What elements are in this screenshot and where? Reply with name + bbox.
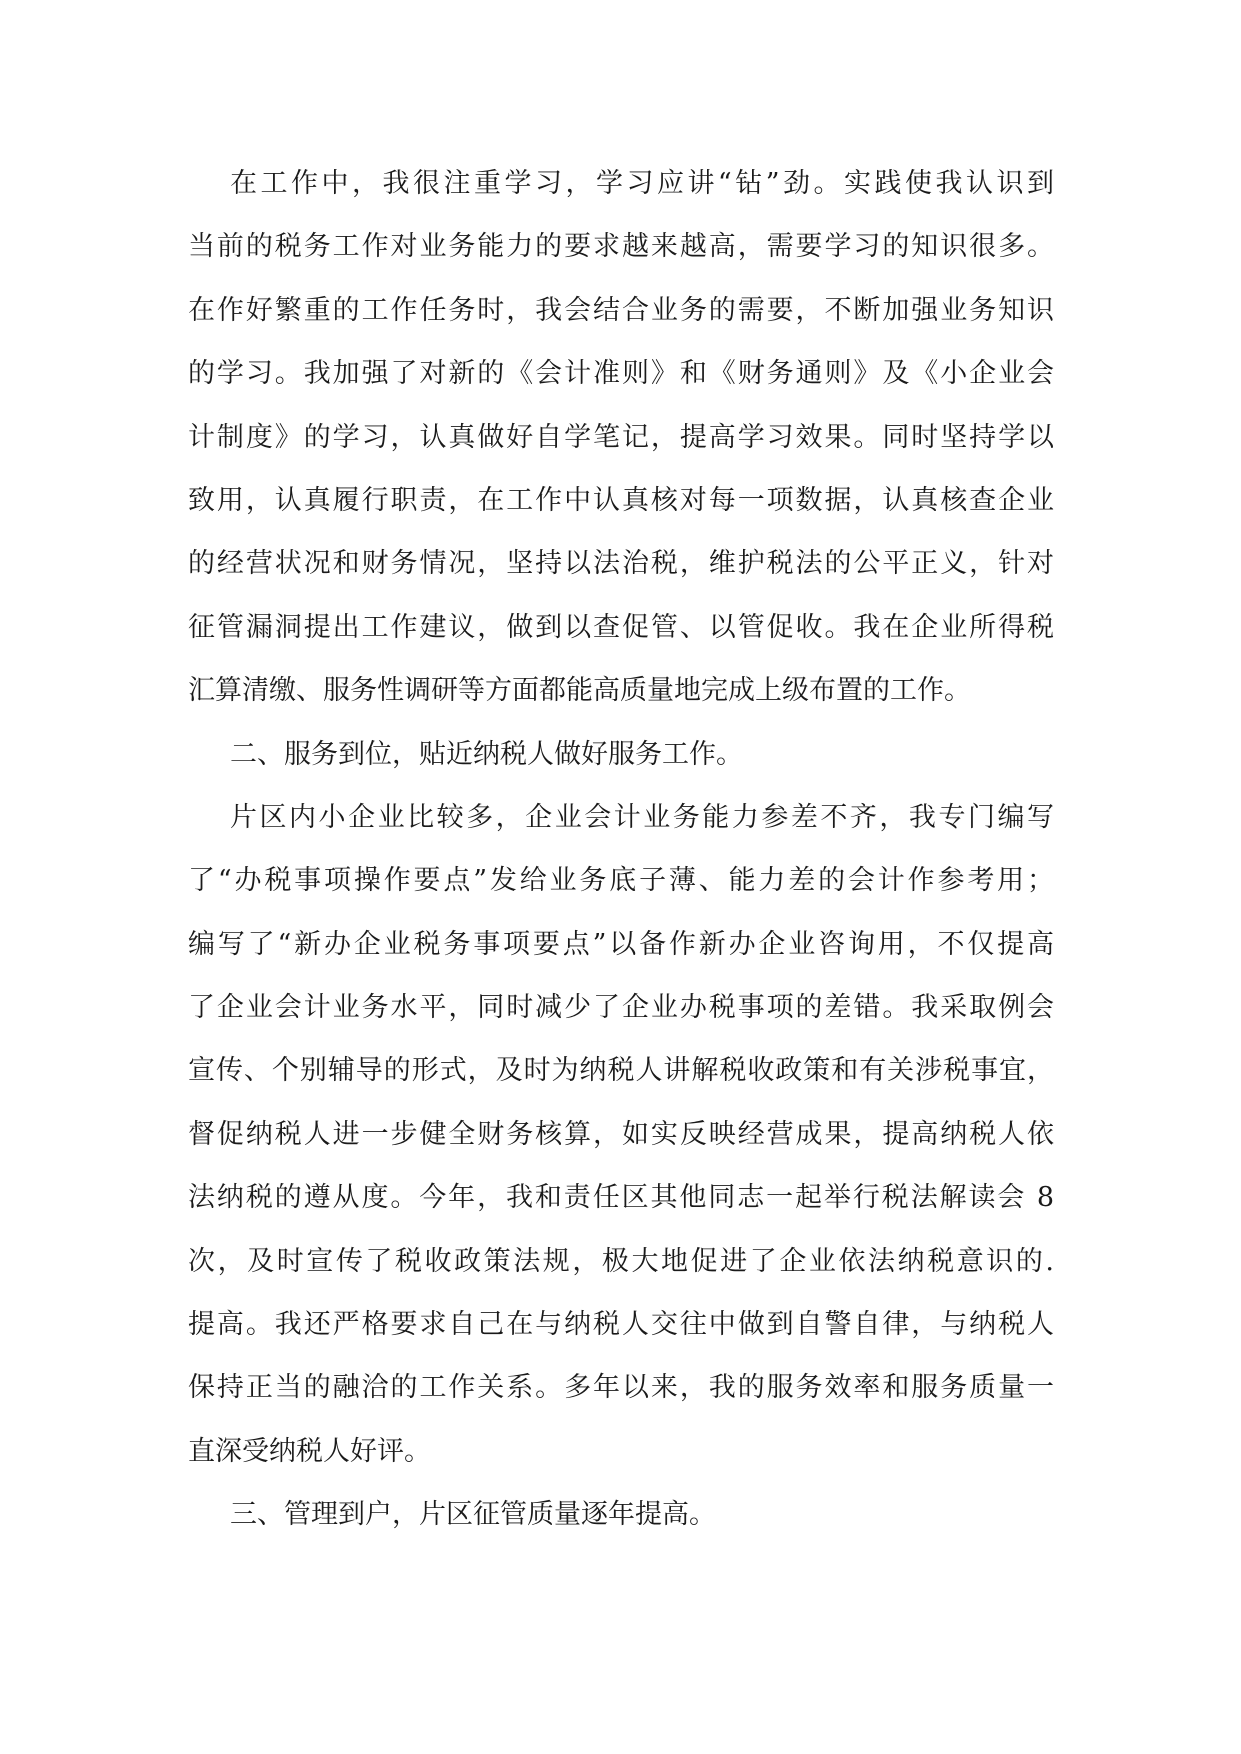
text-line: 法纳税的遵从度。今年，我和责任区其他同志一起举行税法解读会 8: [188, 1182, 1054, 1214]
text-line: 致用，认真履行职责，在工作中认真核对每一项数据，认真核查企业: [188, 484, 1054, 516]
text-line: 了企业会计业务水平，同时减少了企业办税事项的差错。我采取例会: [188, 992, 1054, 1024]
text-line: 的学习。我加强了对新的《会计准则》和《财务通则》及《小企业会: [188, 358, 1054, 390]
text-line: 了“办税事项操作要点”发给业务底子薄、能力差的会计作参考用；: [188, 865, 1054, 897]
text-line: 编写了“新办企业税务事项要点”以备作新办企业咨询用，不仅提高: [188, 928, 1054, 960]
text-line: 汇算清缴、服务性调研等方面都能高质量地完成上级布置的工作。: [188, 675, 971, 707]
text-line: 的经营状况和财务情况，坚持以法治税，维护税法的公平正义，针对: [188, 548, 1054, 580]
text-line: 直深受纳税人好评。: [188, 1435, 431, 1467]
text-line: 二、服务到位，贴近纳税人做好服务工作。: [230, 738, 743, 770]
text-line: 计制度》的学习，认真做好自学笔记，提高学习效果。同时坚持学以: [188, 421, 1054, 453]
text-line: 督促纳税人进一步健全财务核算，如实反映经营成果，提高纳税人依: [188, 1118, 1054, 1150]
text-line: 保持正当的融洽的工作关系。多年以来，我的服务效率和服务质量一: [188, 1372, 1054, 1404]
text-line: 提高。我还严格要求自己在与纳税人交往中做到自警自律，与纳税人: [188, 1309, 1054, 1341]
text-line: 宣传、个别辅导的形式，及时为纳税人讲解税收政策和有关涉税事宜，: [188, 1055, 1054, 1087]
text-line: 次，及时宣传了税收政策法规，极大地促进了企业依法纳税意识的.: [188, 1245, 1054, 1277]
text-line: 三、管理到户，片区征管质量逐年提高。: [230, 1499, 716, 1531]
text-line: 片区内小企业比较多，企业会计业务能力参差不齐，我专门编写: [230, 801, 1054, 833]
document-body: [188, 152, 1054, 1547]
text-line: 当前的税务工作对业务能力的要求越来越高，需要学习的知识很多。: [188, 231, 1054, 263]
text-line: 在作好繁重的工作任务时，我会结合业务的需要，不断加强业务知识: [188, 294, 1054, 326]
text-line: 在工作中，我很注重学习，学习应讲“钻”劲。实践使我认识到: [230, 168, 1054, 199]
text-line: 征管漏洞提出工作建议，做到以查促管、以管促收。我在企业所得税: [188, 611, 1054, 643]
